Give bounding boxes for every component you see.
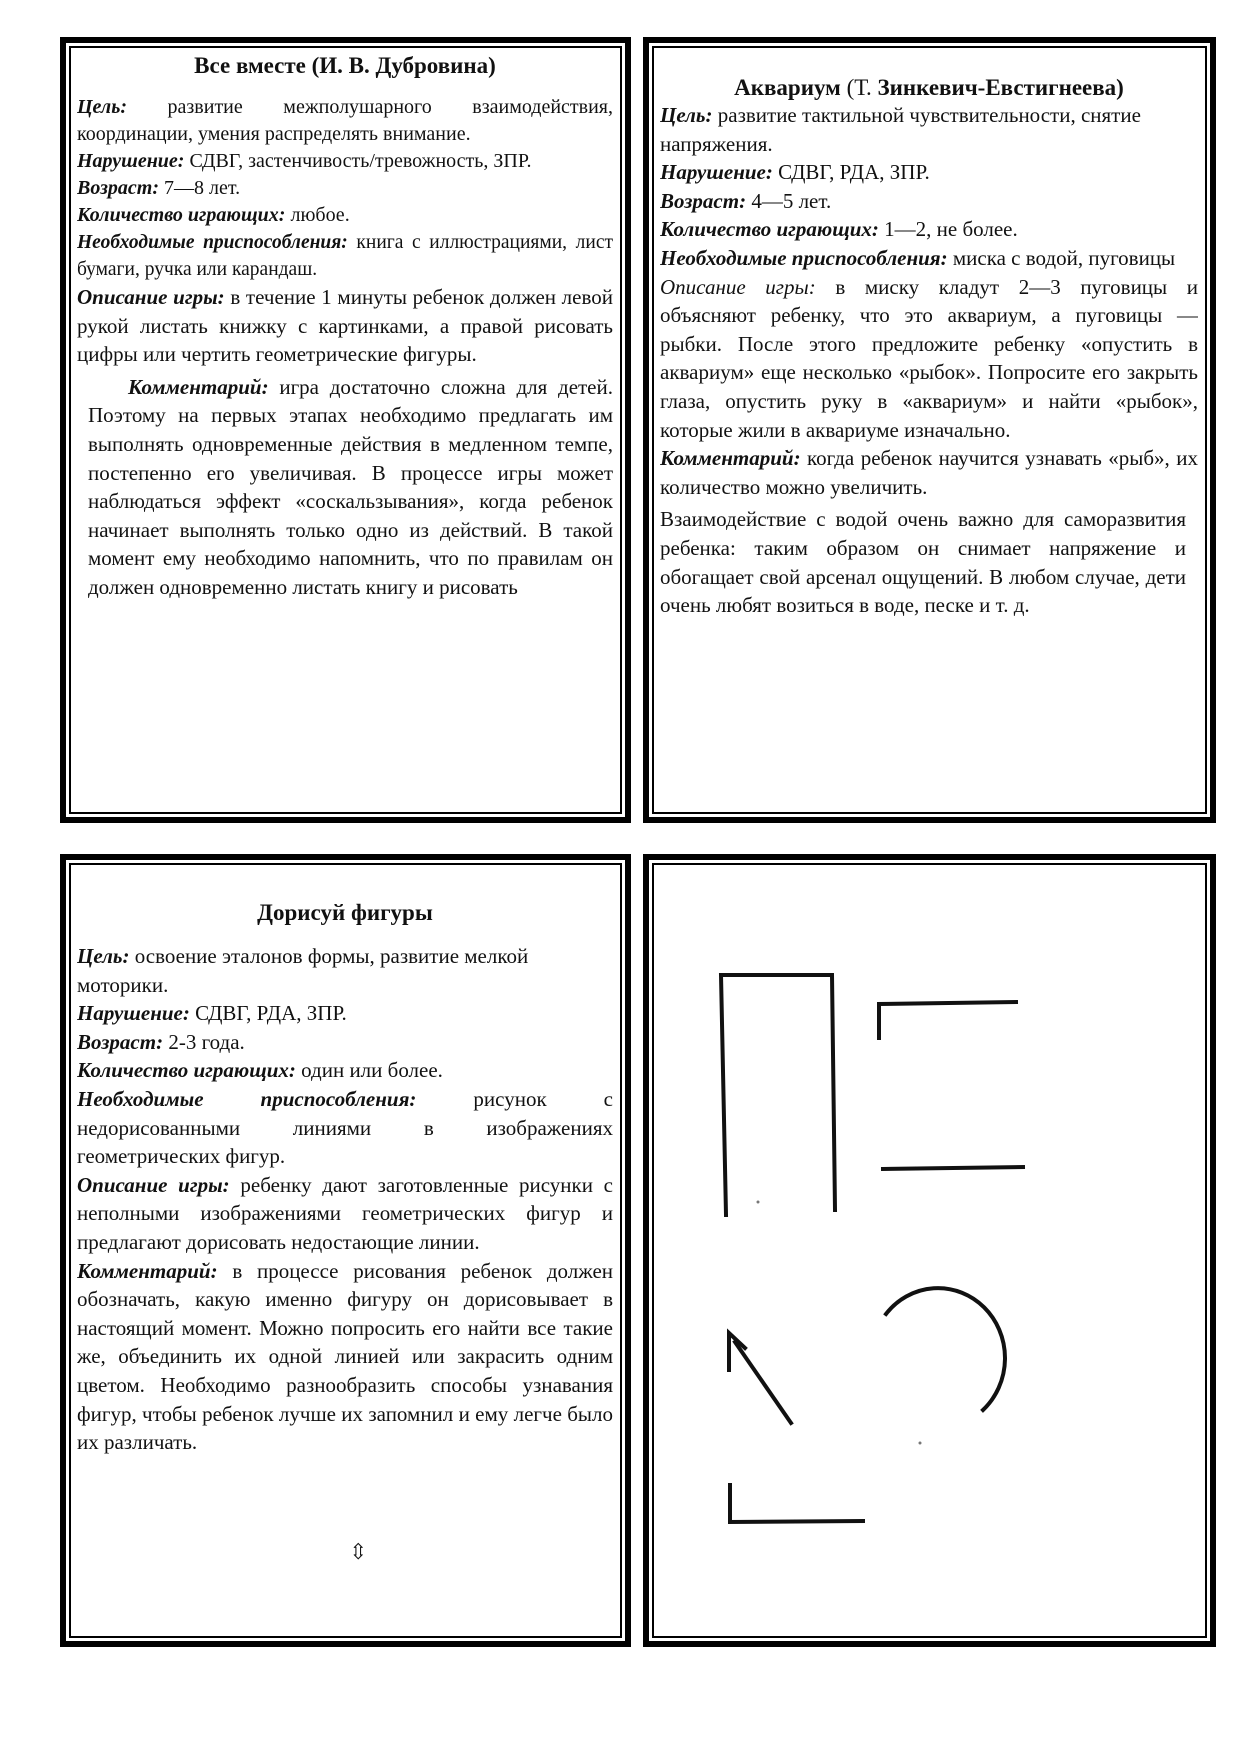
diagonal-line-shape xyxy=(735,1342,791,1423)
age-text: 7—8 лет. xyxy=(158,177,241,199)
age-text: 2-3 года. xyxy=(163,1029,245,1054)
tools-text: книга с иллюстрациями, лист бумаги, ручка или карандаш. xyxy=(77,232,613,280)
violation-paragraph xyxy=(77,999,613,1028)
open-circle-shape xyxy=(886,1288,1005,1410)
comment-label: Комментарий: xyxy=(77,1258,218,1283)
card-title: Дорисуй фигуры xyxy=(257,900,433,925)
comment-label: Комментарий: xyxy=(128,374,269,399)
open-triangle-shape xyxy=(730,1485,863,1522)
goal-text: развитие тактильной чувствительности, снятие напряжения. xyxy=(660,103,1141,156)
corner-shape xyxy=(879,1002,1016,1038)
comment-text: игра достаточно сложна для детей. Поэтому на первых этапах необходимо предлагать им выполнять одновременные действия в медленном темпе, постепенно его увеличивая. В процессе игры может наблюдаться эффект «соскальзывания», когда ребенок начинает выполнять только одно из действий. В такой момент ему необходимо напомнить, что по правилам он должен одновременно листать книгу и рисовать xyxy=(88,374,613,599)
card-title xyxy=(660,75,1198,101)
violation-paragraph xyxy=(77,148,613,175)
violation-label: Нарушение: xyxy=(77,1001,190,1026)
age-label: Возраст: xyxy=(660,188,747,213)
players-label: Количество играющих: xyxy=(660,217,879,242)
card-incomplete-shapes-picture xyxy=(643,854,1216,1647)
description-text: ребенку дают заготовленные рисунки с неполными изображениями геометрических фигур и предлагают дорисовать недостающие линии. xyxy=(77,1172,613,1254)
dot-mark xyxy=(919,1442,922,1445)
description-label: Описание игры: xyxy=(77,285,225,309)
players-paragraph xyxy=(77,1056,613,1085)
goal-text: освоение эталонов формы, развитие мелкой моторики. xyxy=(77,944,529,997)
players-paragraph xyxy=(77,202,613,229)
age-text: 4—5 лет. xyxy=(746,188,832,213)
comment-paragraph xyxy=(77,373,613,602)
violation-label: Нарушение: xyxy=(77,150,185,172)
pointer-cursor-icon: ⇳ xyxy=(349,1539,368,1564)
tools-label: Необходимые приспособления: xyxy=(77,1086,417,1111)
line-shape xyxy=(883,1167,1023,1169)
violation-text: СДВГ, РДА, ЗПР. xyxy=(189,1001,347,1026)
comment-text: когда ребенок научится узнавать «рыб», их количество можно увеличить. xyxy=(660,446,1198,499)
tools-text: миска с водой, пуговицы xyxy=(947,245,1176,270)
description-label: Описание игры: xyxy=(660,274,816,299)
goal-label: Цель: xyxy=(77,96,127,118)
card-content xyxy=(77,870,613,1631)
tools-paragraph xyxy=(660,244,1198,273)
age-paragraph xyxy=(77,1028,613,1057)
extra-paragraph: Взаимодействие с водой очень важно для саморазвития ребенка: таким образом он снимает напряжение и обогащает свой арсенал ощущений. В любом случае, дети очень любят возиться в воде, песке и т. д. xyxy=(660,507,1186,618)
title-author: Зинкевич-Евстигнеева) xyxy=(877,75,1124,100)
description-paragraph xyxy=(77,1171,613,1257)
goal-text: развитие межполушарного взаимодействия, координации, умения распределять внимание. xyxy=(77,96,613,145)
age-label: Возраст: xyxy=(77,177,159,199)
age-label: Возраст: xyxy=(77,1029,164,1054)
violation-text: СДВГ, РДА, ЗПР. xyxy=(772,160,930,185)
description-text: в течение 1 минуты ребенок должен левой рукой листать книжку с картинками, а правой рисовать цифры или чертить геометрические фигуры. xyxy=(77,285,613,367)
incomplete-shapes-drawing xyxy=(649,860,1210,1641)
card-content xyxy=(77,53,613,807)
goal-paragraph xyxy=(77,942,613,999)
dot-mark xyxy=(757,1201,760,1204)
players-label: Количество играющих: xyxy=(77,204,286,226)
comment-paragraph xyxy=(77,1257,613,1457)
tools-text: рисунок с недорисованными линиями в изображениях геометрических фигур. xyxy=(77,1086,613,1169)
title-author-initial: (Т. xyxy=(840,75,878,100)
age-paragraph xyxy=(77,175,613,202)
description-text: в миску кладут 2—3 пуговицы и объясняют ребенку, что это аквариум, а пуговицы — рыбки. После этого предложите ребенку «опустить в аквариум» еще несколько «рыбок». Попросите его закрыть глаза, опустить руку в «аквариум» и найти «рыбок», которые жили в аквариуме изначально. xyxy=(660,274,1198,442)
comment-paragraph xyxy=(660,444,1198,501)
players-label: Количество играющих: xyxy=(77,1058,296,1083)
card-content xyxy=(660,53,1198,807)
violation-paragraph xyxy=(660,158,1198,187)
age-paragraph xyxy=(660,187,1198,216)
goal-label: Цель: xyxy=(77,944,130,968)
card-title: Все вместе (И. В. Дубровина) xyxy=(194,53,496,78)
players-text: 1—2, не более. xyxy=(878,217,1018,242)
violation-text: СДВГ, застенчивость/тревожность, ЗПР. xyxy=(184,150,532,172)
violation-label: Нарушение: xyxy=(660,160,773,185)
comment-text: в процессе рисования ребенок должен обозначать, какую именно фигуру он дорисовывает в настоящий момент. Можно попросить его найти все такие же, объединить их одной линией или закрасить одним цветом. Необходимо разнообразить способы узнавания фигур, чтобы ребенок лучше их запомнил и ему легче было их различать. xyxy=(77,1258,613,1455)
goal-paragraph xyxy=(77,94,613,148)
players-text: любое. xyxy=(285,204,350,226)
tools-label: Необходимые приспособления: xyxy=(660,245,948,270)
players-text: один или более. xyxy=(295,1058,443,1083)
card-aquarium xyxy=(643,37,1216,823)
description-paragraph xyxy=(660,273,1198,445)
card-all-together xyxy=(60,37,631,823)
goal-label: Цель: xyxy=(660,103,713,127)
players-paragraph xyxy=(660,215,1198,244)
tools-paragraph xyxy=(77,229,613,283)
title-name: Аквариум xyxy=(734,75,841,100)
tools-label: Необходимые приспособления: xyxy=(77,232,348,253)
description-paragraph xyxy=(77,283,613,369)
card-draw-shapes xyxy=(60,854,631,1647)
comment-label: Комментарий: xyxy=(660,446,801,471)
goal-paragraph xyxy=(660,101,1198,158)
description-label: Описание игры: xyxy=(77,1172,230,1197)
tools-paragraph xyxy=(77,1085,613,1171)
open-rectangle-shape xyxy=(721,975,835,1215)
